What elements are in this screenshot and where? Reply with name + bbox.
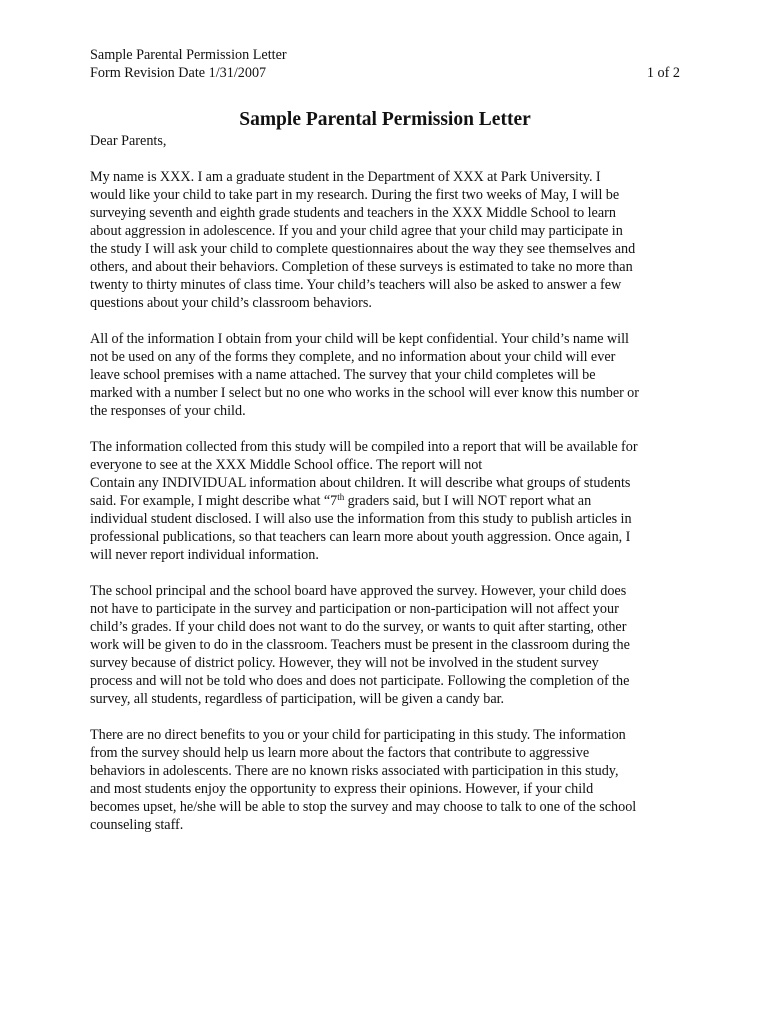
paragraph-line: about aggression in adolescence. If you and your child agree that your child may participate in	[90, 223, 623, 239]
paragraph-line: leave school premises with a name attached. The survey that your child completes will be	[90, 367, 596, 383]
paragraph-line: questions about your child’s classroom behaviors.	[90, 295, 372, 311]
paragraph-line: My name is XXX. I am a graduate student in the Department of XXX at Park University. I	[90, 169, 601, 185]
paragraph-report	[90, 438, 680, 564]
paragraph-line: Contain any INDIVIDUAL information about children. It will describe what groups of students	[90, 475, 631, 491]
header-doc-name: Sample Parental Permission Letter	[90, 47, 287, 63]
paragraph-line: The school principal and the school board have approved the survey. However, your child does	[90, 583, 627, 599]
paragraph-line: not be used on any of the forms they complete, and no information about your child will ever	[90, 349, 616, 365]
running-header	[90, 46, 680, 82]
paragraph-line: becomes upset, he/she will be able to stop the survey and may choose to talk to one of the school	[90, 799, 637, 815]
page-indicator: 1 of 2	[646, 65, 680, 81]
paragraph-line: and most students enjoy the opportunity to express their opinions. However, if your child	[90, 781, 594, 797]
salutation: Dear Parents,	[90, 133, 167, 149]
paragraph-line: would like your child to take part in my research. During the first two weeks of May, I will be	[90, 187, 620, 203]
paragraph-line: The information collected from this study will be compiled into a report that will be available for	[90, 439, 638, 455]
paragraph-line: professional publications, so that teachers can learn more about youth aggression. Once again, I	[90, 529, 631, 545]
paragraph-line: will never report individual information.	[90, 547, 319, 563]
paragraph-line-with-superscript	[90, 492, 680, 510]
paragraph-line: survey, all students, regardless of participation, will be given a candy bar.	[90, 691, 505, 707]
paragraph-introduction	[90, 168, 680, 312]
paragraph-line: from the survey should help us learn more about the factors that contribute to aggressive	[90, 745, 590, 761]
line-text-after: graders said, but I will NOT report what an	[344, 493, 592, 509]
paragraph-line: everyone to see at the XXX Middle School office. The report will not	[90, 457, 483, 473]
paragraph-benefits-risks	[90, 726, 680, 834]
paragraph-line: There are no direct benefits to you or your child for participating in this study. The information	[90, 727, 626, 743]
paragraph-line: survey because of district policy. However, they will not be involved in the student survey	[90, 655, 599, 671]
document-title: Sample Parental Permission Letter	[239, 109, 531, 130]
paragraph-line: twenty to thirty minutes of class time. Your child’s teachers will also be asked to answer a few	[90, 277, 622, 293]
paragraph-line: behaviors in adolescents. There are no known risks associated with participation in this study,	[90, 763, 619, 779]
paragraph-line: counseling staff.	[90, 817, 184, 833]
paragraph-line: work will be given to do in the classroom. Teachers must be present in the classroom during the	[90, 637, 630, 653]
paragraph-line: not have to participate in the survey and participation or non-participation will not affect your	[90, 601, 619, 617]
paragraph-line: individual student disclosed. I will also use the information from this study to publish articles in	[90, 511, 632, 527]
paragraph-line: the responses of your child.	[90, 403, 246, 419]
paragraph-line: process and will not be told who does and does not participate. Following the completion of the	[90, 673, 630, 689]
paragraph-line: All of the information I obtain from your child will be kept confidential. Your child’s name will	[90, 331, 629, 347]
line-text-before: said. For example, I might describe what “7	[90, 493, 338, 509]
paragraph-line: marked with a number I select but no one who works in the school will ever know this number or	[90, 385, 639, 401]
ordinal-superscript: th	[337, 492, 345, 502]
paragraph-line: the study I will ask your child to complete questionnaires about the way they see themselves and	[90, 241, 636, 257]
paragraph-line: child’s grades. If your child does not want to do the survey, or wants to quit after starting, other	[90, 619, 627, 635]
paragraph-line: others, and about their behaviors. Completion of these surveys is estimated to take no more than	[90, 259, 633, 275]
paragraph-line: surveying seventh and eighth grade students and teachers in the XXX Middle School to learn	[90, 205, 616, 221]
paragraph-confidentiality	[90, 330, 680, 420]
header-revision-date: Form Revision Date 1/31/2007	[90, 65, 267, 81]
paragraph-approval	[90, 582, 680, 708]
